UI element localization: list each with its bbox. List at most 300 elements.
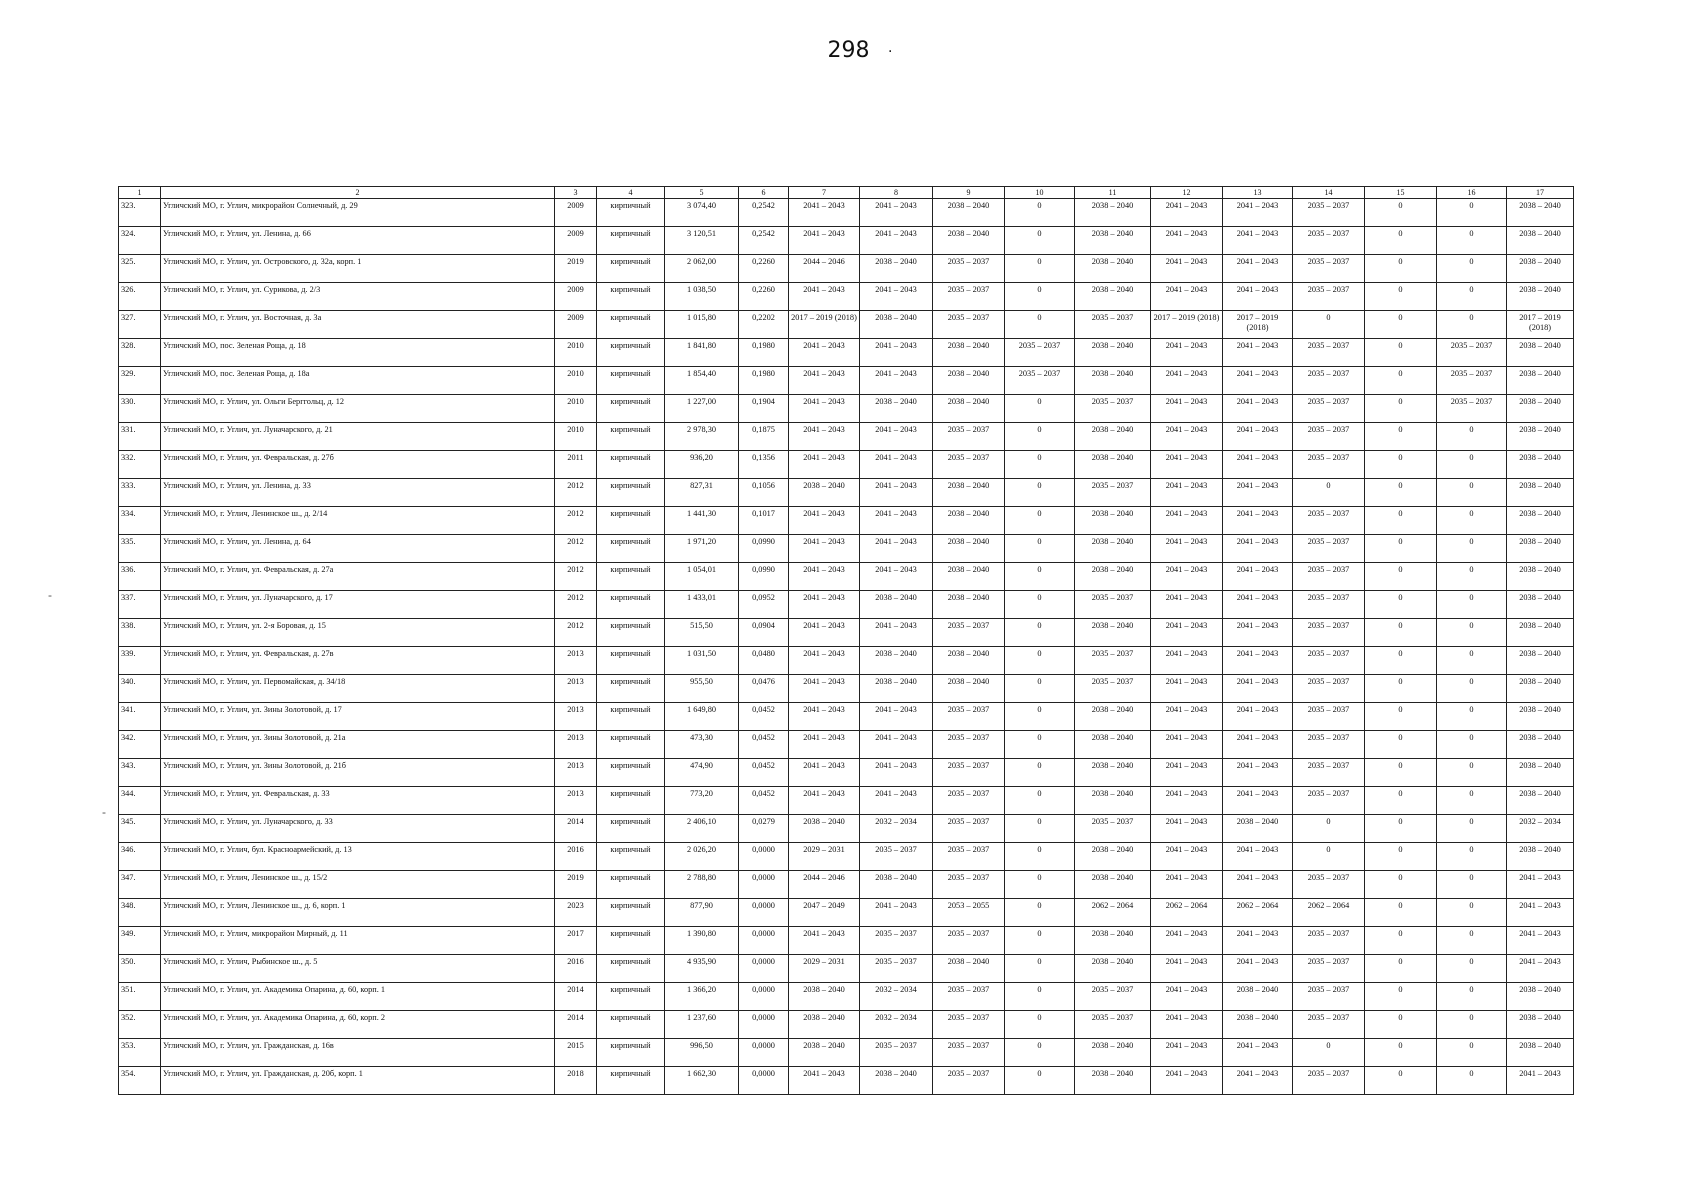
cell-period-electric: 0 xyxy=(1365,871,1437,899)
cell-period-roof: 2038 – 2040 xyxy=(789,479,860,507)
cell-period-gas: 2035 – 2037 xyxy=(1293,675,1365,703)
cell-year: 2019 xyxy=(555,255,597,283)
cell-period-gas: 2035 – 2037 xyxy=(1293,451,1365,479)
cell-period-elevator: 0 xyxy=(1005,283,1075,311)
cell-period-cold-water: 2041 – 2043 xyxy=(1151,451,1223,479)
cell-period-foundation: 2035 – 2037 xyxy=(933,423,1005,451)
cell-period-sewage: 0 xyxy=(1437,199,1507,227)
cell-period-heating: 2038 – 2040 xyxy=(1075,927,1151,955)
cell-period-foundation: 2035 – 2037 xyxy=(933,283,1005,311)
cell-wear-ratio: 0,0000 xyxy=(739,983,789,1011)
cell-period-facade: 2041 – 2043 xyxy=(860,563,933,591)
cell-year: 2013 xyxy=(555,647,597,675)
cell-wear-ratio: 0,1980 xyxy=(739,339,789,367)
cell-row-number: 347. xyxy=(119,871,161,899)
cell-wear-ratio: 0,0452 xyxy=(739,787,789,815)
cell-period-heating: 2062 – 2064 xyxy=(1075,899,1151,927)
cell-period-electric: 0 xyxy=(1365,535,1437,563)
cell-period-heating: 2038 – 2040 xyxy=(1075,759,1151,787)
cell-period-facade: 2038 – 2040 xyxy=(860,675,933,703)
cell-period-hot-water: 2041 – 2043 xyxy=(1223,647,1293,675)
cell-period-foundation: 2035 – 2037 xyxy=(933,1067,1005,1095)
cell-row-number: 339. xyxy=(119,647,161,675)
cell-period-gas: 0 xyxy=(1293,815,1365,843)
cell-period-basement: 2041 – 2043 xyxy=(1507,871,1574,899)
cell-period-basement: 2038 – 2040 xyxy=(1507,675,1574,703)
cell-area: 955,50 xyxy=(665,675,739,703)
cell-period-elevator: 0 xyxy=(1005,1067,1075,1095)
cell-period-sewage: 0 xyxy=(1437,451,1507,479)
cell-year: 2017 xyxy=(555,927,597,955)
cell-period-electric: 0 xyxy=(1365,563,1437,591)
cell-period-roof: 2044 – 2046 xyxy=(789,255,860,283)
cell-period-electric: 0 xyxy=(1365,647,1437,675)
cell-wall-material: кирпичный xyxy=(597,899,665,927)
cell-period-gas: 0 xyxy=(1293,1039,1365,1067)
cell-period-facade: 2041 – 2043 xyxy=(860,731,933,759)
cell-period-sewage: 0 xyxy=(1437,535,1507,563)
cell-year: 2023 xyxy=(555,899,597,927)
cell-period-heating: 2038 – 2040 xyxy=(1075,955,1151,983)
cell-period-heating: 2038 – 2040 xyxy=(1075,227,1151,255)
cell-period-roof: 2041 – 2043 xyxy=(789,591,860,619)
cell-area: 3 074,40 xyxy=(665,199,739,227)
cell-wear-ratio: 0,1356 xyxy=(739,451,789,479)
cell-row-number: 325. xyxy=(119,255,161,283)
cell-period-heating: 2038 – 2040 xyxy=(1075,199,1151,227)
cell-period-elevator: 0 xyxy=(1005,507,1075,535)
table-row xyxy=(119,955,1574,983)
cell-period-electric: 0 xyxy=(1365,675,1437,703)
cell-row-number: 354. xyxy=(119,1067,161,1095)
cell-wall-material: кирпичный xyxy=(597,1039,665,1067)
cell-wear-ratio: 0,2542 xyxy=(739,199,789,227)
cell-period-elevator: 0 xyxy=(1005,227,1075,255)
column-header: 6 xyxy=(739,187,789,199)
cell-period-facade: 2041 – 2043 xyxy=(860,899,933,927)
cell-period-heating: 2038 – 2040 xyxy=(1075,703,1151,731)
cell-period-cold-water: 2041 – 2043 xyxy=(1151,871,1223,899)
cell-address: Угличский МО, г. Углич, ул. Февральская, д. 27б xyxy=(161,451,555,479)
cell-period-facade: 2038 – 2040 xyxy=(860,871,933,899)
cell-year: 2014 xyxy=(555,815,597,843)
cell-period-sewage: 0 xyxy=(1437,955,1507,983)
cell-period-cold-water: 2041 – 2043 xyxy=(1151,255,1223,283)
column-header: 15 xyxy=(1365,187,1437,199)
cell-area: 827,31 xyxy=(665,479,739,507)
table-row xyxy=(119,843,1574,871)
cell-period-sewage: 0 xyxy=(1437,423,1507,451)
cell-area: 474,90 xyxy=(665,759,739,787)
cell-year: 2014 xyxy=(555,983,597,1011)
column-header: 9 xyxy=(933,187,1005,199)
cell-period-cold-water: 2041 – 2043 xyxy=(1151,843,1223,871)
cell-address: Угличский МО, г. Углич, ул. Февральская, д. 27а xyxy=(161,563,555,591)
cell-period-gas: 2035 – 2037 xyxy=(1293,339,1365,367)
cell-area: 996,50 xyxy=(665,1039,739,1067)
cell-wall-material: кирпичный xyxy=(597,563,665,591)
cell-period-hot-water: 2041 – 2043 xyxy=(1223,367,1293,395)
cell-address: Угличский МО, г. Углич, микрорайон Солнечный, д. 29 xyxy=(161,199,555,227)
cell-wear-ratio: 0,0952 xyxy=(739,591,789,619)
cell-wall-material: кирпичный xyxy=(597,339,665,367)
cell-period-sewage: 2035 – 2037 xyxy=(1437,367,1507,395)
cell-period-hot-water: 2041 – 2043 xyxy=(1223,731,1293,759)
cell-period-facade: 2038 – 2040 xyxy=(860,395,933,423)
cell-period-elevator: 0 xyxy=(1005,255,1075,283)
cell-period-facade: 2035 – 2037 xyxy=(860,843,933,871)
cell-period-basement: 2041 – 2043 xyxy=(1507,955,1574,983)
cell-period-basement: 2038 – 2040 xyxy=(1507,227,1574,255)
cell-period-heating: 2038 – 2040 xyxy=(1075,255,1151,283)
cell-period-cold-water: 2041 – 2043 xyxy=(1151,647,1223,675)
cell-period-basement: 2038 – 2040 xyxy=(1507,339,1574,367)
cell-period-cold-water: 2041 – 2043 xyxy=(1151,731,1223,759)
cell-period-electric: 0 xyxy=(1365,731,1437,759)
cell-period-facade: 2041 – 2043 xyxy=(860,479,933,507)
cell-row-number: 328. xyxy=(119,339,161,367)
cell-wall-material: кирпичный xyxy=(597,1067,665,1095)
cell-wear-ratio: 0,0904 xyxy=(739,619,789,647)
cell-period-cold-water: 2041 – 2043 xyxy=(1151,703,1223,731)
cell-period-facade: 2041 – 2043 xyxy=(860,367,933,395)
cell-wall-material: кирпичный xyxy=(597,759,665,787)
cell-period-electric: 0 xyxy=(1365,227,1437,255)
cell-wall-material: кирпичный xyxy=(597,591,665,619)
cell-period-electric: 0 xyxy=(1365,395,1437,423)
column-header: 13 xyxy=(1223,187,1293,199)
cell-year: 2009 xyxy=(555,283,597,311)
cell-period-elevator: 0 xyxy=(1005,395,1075,423)
cell-period-electric: 0 xyxy=(1365,591,1437,619)
cell-period-heating: 2038 – 2040 xyxy=(1075,283,1151,311)
cell-period-foundation: 2053 – 2055 xyxy=(933,899,1005,927)
cell-row-number: 335. xyxy=(119,535,161,563)
cell-period-foundation: 2038 – 2040 xyxy=(933,339,1005,367)
cell-period-sewage: 0 xyxy=(1437,927,1507,955)
cell-period-elevator: 0 xyxy=(1005,199,1075,227)
cell-period-foundation: 2035 – 2037 xyxy=(933,927,1005,955)
cell-period-foundation: 2038 – 2040 xyxy=(933,955,1005,983)
cell-period-roof: 2041 – 2043 xyxy=(789,395,860,423)
cell-address: Угличский МО, г. Углич, ул. Первомайская, д. 34/18 xyxy=(161,675,555,703)
cell-wear-ratio: 0,0000 xyxy=(739,899,789,927)
cell-period-roof: 2041 – 2043 xyxy=(789,731,860,759)
cell-period-roof: 2041 – 2043 xyxy=(789,619,860,647)
cell-area: 3 120,51 xyxy=(665,227,739,255)
cell-period-hot-water: 2041 – 2043 xyxy=(1223,199,1293,227)
cell-period-electric: 0 xyxy=(1365,787,1437,815)
cell-period-sewage: 0 xyxy=(1437,311,1507,339)
cell-period-hot-water: 2041 – 2043 xyxy=(1223,255,1293,283)
cell-period-facade: 2041 – 2043 xyxy=(860,199,933,227)
cell-wear-ratio: 0,2260 xyxy=(739,283,789,311)
table-row xyxy=(119,731,1574,759)
cell-period-elevator: 0 xyxy=(1005,423,1075,451)
cell-period-sewage: 0 xyxy=(1437,647,1507,675)
cell-period-roof: 2041 – 2043 xyxy=(789,451,860,479)
cell-period-cold-water: 2041 – 2043 xyxy=(1151,815,1223,843)
cell-period-sewage: 0 xyxy=(1437,619,1507,647)
cell-row-number: 329. xyxy=(119,367,161,395)
cell-period-gas: 2035 – 2037 xyxy=(1293,871,1365,899)
cell-period-roof: 2041 – 2043 xyxy=(789,787,860,815)
cell-period-cold-water: 2041 – 2043 xyxy=(1151,1039,1223,1067)
cell-wall-material: кирпичный xyxy=(597,647,665,675)
cell-period-hot-water: 2038 – 2040 xyxy=(1223,983,1293,1011)
cell-period-foundation: 2035 – 2037 xyxy=(933,1039,1005,1067)
cell-period-heating: 2035 – 2037 xyxy=(1075,647,1151,675)
cell-period-hot-water: 2041 – 2043 xyxy=(1223,787,1293,815)
cell-period-electric: 0 xyxy=(1365,311,1437,339)
cell-period-cold-water: 2041 – 2043 xyxy=(1151,759,1223,787)
cell-wear-ratio: 0,0452 xyxy=(739,703,789,731)
cell-period-gas: 2035 – 2037 xyxy=(1293,703,1365,731)
cell-period-roof: 2041 – 2043 xyxy=(789,367,860,395)
cell-period-electric: 0 xyxy=(1365,283,1437,311)
cell-period-roof: 2041 – 2043 xyxy=(789,675,860,703)
cell-row-number: 343. xyxy=(119,759,161,787)
cell-period-gas: 2035 – 2037 xyxy=(1293,647,1365,675)
cell-year: 2011 xyxy=(555,451,597,479)
table-row xyxy=(119,367,1574,395)
cell-address: Угличский МО, пос. Зеленая Роща, д. 18а xyxy=(161,367,555,395)
column-header: 2 xyxy=(161,187,555,199)
cell-period-foundation: 2038 – 2040 xyxy=(933,227,1005,255)
page-number xyxy=(0,38,1697,63)
cell-period-hot-water: 2041 – 2043 xyxy=(1223,619,1293,647)
cell-period-basement: 2038 – 2040 xyxy=(1507,199,1574,227)
cell-period-sewage: 0 xyxy=(1437,703,1507,731)
cell-period-basement: 2038 – 2040 xyxy=(1507,591,1574,619)
cell-wall-material: кирпичный xyxy=(597,451,665,479)
table-row xyxy=(119,899,1574,927)
cell-period-elevator: 0 xyxy=(1005,1039,1075,1067)
cell-area: 2 062,00 xyxy=(665,255,739,283)
cell-period-facade: 2041 – 2043 xyxy=(860,703,933,731)
cell-period-heating: 2035 – 2037 xyxy=(1075,1011,1151,1039)
cell-wear-ratio: 0,0000 xyxy=(739,1039,789,1067)
cell-wall-material: кирпичный xyxy=(597,423,665,451)
cell-period-basement: 2041 – 2043 xyxy=(1507,1067,1574,1095)
cell-period-foundation: 2038 – 2040 xyxy=(933,675,1005,703)
cell-area: 1 662,30 xyxy=(665,1067,739,1095)
cell-wear-ratio: 0,0000 xyxy=(739,927,789,955)
cell-wall-material: кирпичный xyxy=(597,703,665,731)
cell-wear-ratio: 0,0000 xyxy=(739,843,789,871)
cell-period-facade: 2041 – 2043 xyxy=(860,535,933,563)
cell-period-electric: 0 xyxy=(1365,1067,1437,1095)
cell-wall-material: кирпичный xyxy=(597,395,665,423)
cell-period-sewage: 2035 – 2037 xyxy=(1437,395,1507,423)
cell-year: 2012 xyxy=(555,619,597,647)
table-row xyxy=(119,787,1574,815)
cell-period-hot-water: 2041 – 2043 xyxy=(1223,1039,1293,1067)
cell-period-facade: 2035 – 2037 xyxy=(860,927,933,955)
cell-area: 1 649,80 xyxy=(665,703,739,731)
table-body xyxy=(119,199,1574,1095)
cell-period-hot-water: 2041 – 2043 xyxy=(1223,451,1293,479)
cell-period-heating: 2038 – 2040 xyxy=(1075,339,1151,367)
cell-row-number: 323. xyxy=(119,199,161,227)
cell-period-cold-water: 2041 – 2043 xyxy=(1151,619,1223,647)
cell-period-electric: 0 xyxy=(1365,1039,1437,1067)
table-row xyxy=(119,451,1574,479)
cell-period-elevator: 0 xyxy=(1005,899,1075,927)
cell-address: Угличский МО, г. Углич, ул. Луначарского, д. 21 xyxy=(161,423,555,451)
cell-address: Угличский МО, г. Углич, ул. Академика Опарина, д. 60, корп. 1 xyxy=(161,983,555,1011)
column-header: 17 xyxy=(1507,187,1574,199)
table-row xyxy=(119,815,1574,843)
cell-period-cold-water: 2041 – 2043 xyxy=(1151,591,1223,619)
cell-period-roof: 2041 – 2043 xyxy=(789,507,860,535)
cell-period-gas: 2035 – 2037 xyxy=(1293,563,1365,591)
cell-period-basement: 2038 – 2040 xyxy=(1507,563,1574,591)
column-header: 12 xyxy=(1151,187,1223,199)
cell-period-hot-water: 2041 – 2043 xyxy=(1223,395,1293,423)
cell-period-electric: 0 xyxy=(1365,759,1437,787)
cell-period-foundation: 2038 – 2040 xyxy=(933,647,1005,675)
cell-period-elevator: 0 xyxy=(1005,451,1075,479)
cell-period-sewage: 0 xyxy=(1437,899,1507,927)
cell-period-heating: 2035 – 2037 xyxy=(1075,591,1151,619)
cell-period-elevator: 0 xyxy=(1005,535,1075,563)
cell-year: 2013 xyxy=(555,703,597,731)
cell-period-heating: 2038 – 2040 xyxy=(1075,451,1151,479)
column-header: 5 xyxy=(665,187,739,199)
cell-area: 2 788,80 xyxy=(665,871,739,899)
cell-row-number: 332. xyxy=(119,451,161,479)
cell-period-heating: 2035 – 2037 xyxy=(1075,815,1151,843)
cell-period-cold-water: 2041 – 2043 xyxy=(1151,507,1223,535)
stray-mark: - xyxy=(102,805,106,819)
cell-period-elevator: 2035 – 2037 xyxy=(1005,367,1075,395)
cell-wear-ratio: 0,2260 xyxy=(739,255,789,283)
housing-register-table xyxy=(118,186,1574,1095)
cell-row-number: 352. xyxy=(119,1011,161,1039)
cell-address: Угличский МО, г. Углич, ул. Сурикова, д. 2/3 xyxy=(161,283,555,311)
cell-year: 2019 xyxy=(555,871,597,899)
cell-period-foundation: 2035 – 2037 xyxy=(933,815,1005,843)
cell-period-hot-water: 2041 – 2043 xyxy=(1223,703,1293,731)
cell-period-foundation: 2038 – 2040 xyxy=(933,507,1005,535)
cell-period-heating: 2038 – 2040 xyxy=(1075,787,1151,815)
cell-year: 2009 xyxy=(555,199,597,227)
cell-period-heating: 2035 – 2037 xyxy=(1075,311,1151,339)
table-row xyxy=(119,283,1574,311)
cell-period-foundation: 2035 – 2037 xyxy=(933,255,1005,283)
cell-period-facade: 2041 – 2043 xyxy=(860,787,933,815)
column-header: 1 xyxy=(119,187,161,199)
cell-area: 4 935,90 xyxy=(665,955,739,983)
cell-period-elevator: 0 xyxy=(1005,955,1075,983)
cell-period-sewage: 0 xyxy=(1437,787,1507,815)
cell-period-gas: 2035 – 2037 xyxy=(1293,591,1365,619)
cell-period-heating: 2035 – 2037 xyxy=(1075,395,1151,423)
cell-address: Угличский МО, г. Углич, ул. Гражданская, д. 20б, корп. 1 xyxy=(161,1067,555,1095)
cell-year: 2016 xyxy=(555,843,597,871)
table-row xyxy=(119,479,1574,507)
cell-period-basement: 2038 – 2040 xyxy=(1507,479,1574,507)
cell-period-heating: 2038 – 2040 xyxy=(1075,731,1151,759)
cell-wear-ratio: 0,0480 xyxy=(739,647,789,675)
cell-area: 2 978,30 xyxy=(665,423,739,451)
cell-area: 1 971,20 xyxy=(665,535,739,563)
cell-row-number: 337. xyxy=(119,591,161,619)
cell-period-elevator: 0 xyxy=(1005,647,1075,675)
cell-period-facade: 2038 – 2040 xyxy=(860,647,933,675)
cell-period-heating: 2038 – 2040 xyxy=(1075,871,1151,899)
cell-period-heating: 2035 – 2037 xyxy=(1075,983,1151,1011)
cell-period-roof: 2044 – 2046 xyxy=(789,871,860,899)
cell-period-electric: 0 xyxy=(1365,199,1437,227)
cell-area: 1 054,01 xyxy=(665,563,739,591)
cell-row-number: 340. xyxy=(119,675,161,703)
cell-period-roof: 2041 – 2043 xyxy=(789,199,860,227)
cell-period-heating: 2038 – 2040 xyxy=(1075,423,1151,451)
cell-period-cold-water: 2041 – 2043 xyxy=(1151,955,1223,983)
cell-period-gas: 2035 – 2037 xyxy=(1293,199,1365,227)
table-row xyxy=(119,619,1574,647)
cell-period-elevator: 0 xyxy=(1005,759,1075,787)
table-row xyxy=(119,507,1574,535)
cell-wall-material: кирпичный xyxy=(597,227,665,255)
cell-period-gas: 2035 – 2037 xyxy=(1293,255,1365,283)
cell-period-electric: 0 xyxy=(1365,619,1437,647)
table-row xyxy=(119,927,1574,955)
cell-period-hot-water: 2041 – 2043 xyxy=(1223,339,1293,367)
cell-period-roof: 2017 – 2019 (2018) xyxy=(789,311,860,339)
cell-period-foundation: 2038 – 2040 xyxy=(933,563,1005,591)
cell-period-cold-water: 2041 – 2043 xyxy=(1151,535,1223,563)
cell-row-number: 336. xyxy=(119,563,161,591)
cell-period-facade: 2035 – 2037 xyxy=(860,955,933,983)
table-row xyxy=(119,591,1574,619)
cell-year: 2012 xyxy=(555,507,597,535)
cell-period-foundation: 2035 – 2037 xyxy=(933,871,1005,899)
cell-period-cold-water: 2041 – 2043 xyxy=(1151,1067,1223,1095)
cell-period-hot-water: 2041 – 2043 xyxy=(1223,591,1293,619)
cell-year: 2014 xyxy=(555,1011,597,1039)
cell-period-heating: 2038 – 2040 xyxy=(1075,507,1151,535)
table-row xyxy=(119,1039,1574,1067)
cell-row-number: 324. xyxy=(119,227,161,255)
column-header: 14 xyxy=(1293,187,1365,199)
cell-address: Угличский МО, г. Углич, ул. Зины Золотовой, д. 21а xyxy=(161,731,555,759)
cell-area: 2 406,10 xyxy=(665,815,739,843)
cell-period-basement: 2038 – 2040 xyxy=(1507,451,1574,479)
cell-period-heating: 2038 – 2040 xyxy=(1075,843,1151,871)
cell-period-roof: 2038 – 2040 xyxy=(789,815,860,843)
table-row xyxy=(119,647,1574,675)
cell-area: 1 433,01 xyxy=(665,591,739,619)
cell-period-basement: 2032 – 2034 xyxy=(1507,815,1574,843)
cell-period-basement: 2038 – 2040 xyxy=(1507,759,1574,787)
cell-period-cold-water: 2017 – 2019 (2018) xyxy=(1151,311,1223,339)
cell-period-sewage: 0 xyxy=(1437,843,1507,871)
cell-period-gas: 2035 – 2037 xyxy=(1293,619,1365,647)
cell-period-heating: 2038 – 2040 xyxy=(1075,535,1151,563)
cell-period-hot-water: 2041 – 2043 xyxy=(1223,675,1293,703)
cell-period-cold-water: 2041 – 2043 xyxy=(1151,563,1223,591)
cell-wear-ratio: 0,0000 xyxy=(739,871,789,899)
cell-period-facade: 2038 – 2040 xyxy=(860,1067,933,1095)
cell-year: 2009 xyxy=(555,311,597,339)
cell-period-foundation: 2038 – 2040 xyxy=(933,367,1005,395)
table-row xyxy=(119,1067,1574,1095)
cell-period-roof: 2041 – 2043 xyxy=(789,703,860,731)
cell-period-foundation: 2035 – 2037 xyxy=(933,843,1005,871)
